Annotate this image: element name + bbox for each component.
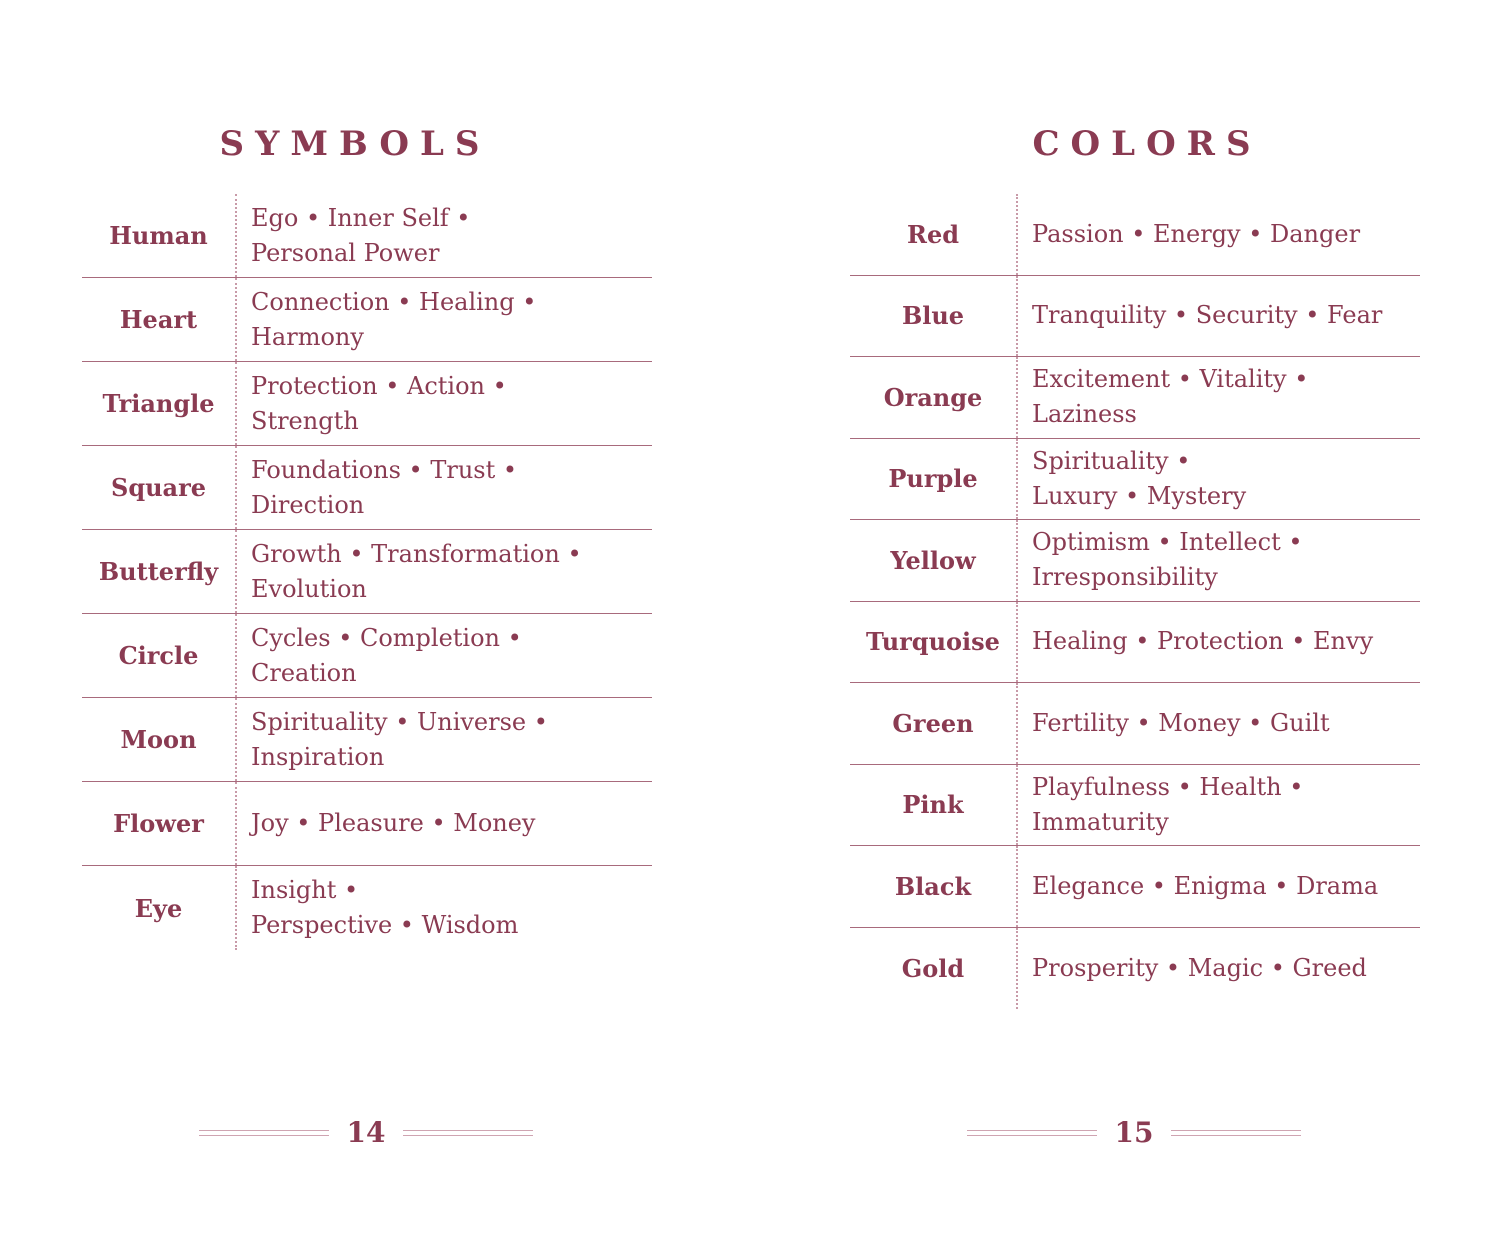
table-row: [850, 439, 1420, 521]
meaning-line: Spirituality • Universe •: [251, 707, 548, 736]
row-meanings: [1018, 357, 1420, 438]
row-meanings: [1018, 439, 1420, 520]
row-meanings: [237, 866, 652, 950]
table-row: [82, 782, 652, 866]
row-meanings: [1018, 765, 1420, 846]
table-row: [82, 530, 652, 614]
right-page: [850, 0, 1420, 1250]
row-meanings: [1018, 683, 1420, 764]
meaning-line: Laziness: [1032, 400, 1137, 429]
meaning-line: Irresponsibility: [1032, 563, 1218, 592]
row-term: Gold: [850, 928, 1018, 1010]
row-term: Human: [82, 194, 237, 277]
row-term: Circle: [82, 614, 237, 697]
meaning-line: Cycles • Completion •: [251, 623, 522, 652]
row-meanings: [237, 782, 652, 865]
meaning-line: Elegance • Enigma • Drama: [1032, 871, 1379, 900]
meaning-line: Excitement • Vitality •: [1032, 365, 1309, 394]
table-row: [850, 520, 1420, 602]
meaning-line: Protection • Action •: [251, 371, 507, 400]
table-row: [82, 614, 652, 698]
meaning-line: Playfulness • Health •: [1032, 772, 1304, 801]
meaning-line: Harmony: [251, 322, 364, 351]
table-row: [850, 846, 1420, 928]
row-meanings: [1018, 846, 1420, 927]
meaning-line: Fertility • Money • Guilt: [1032, 708, 1330, 737]
meaning-line: Strength: [251, 406, 359, 435]
row-term: Eye: [82, 866, 237, 950]
meaning-line: Passion • Energy • Danger: [1032, 219, 1361, 248]
row-meanings: [237, 194, 652, 277]
row-term: Black: [850, 846, 1018, 927]
meaning-line: Growth • Transformation •: [251, 539, 582, 568]
row-term: Heart: [82, 278, 237, 361]
meaning-line: Insight •: [251, 876, 359, 904]
meaning-line: Spirituality •: [1032, 446, 1191, 475]
meaning-line: Tranquility • Security • Fear: [1032, 301, 1383, 330]
table-row: [850, 276, 1420, 358]
row-term: Yellow: [850, 520, 1018, 601]
footer-rule-right: [403, 1129, 533, 1137]
row-term: Red: [850, 194, 1018, 275]
meaning-line: Prosperity • Magic • Greed: [1032, 953, 1367, 982]
row-term: Orange: [850, 357, 1018, 438]
table-row: [850, 928, 1420, 1010]
row-meanings: [1018, 928, 1420, 1010]
symbols-table: [82, 194, 652, 950]
row-term: Green: [850, 683, 1018, 764]
footer-rule-left: [199, 1129, 329, 1137]
meaning-line: Optimism • Intellect •: [1032, 528, 1303, 557]
row-meanings: [1018, 194, 1420, 275]
row-term: Moon: [82, 698, 237, 781]
row-meanings: [1018, 602, 1420, 683]
table-row: [82, 362, 652, 446]
row-meanings: [237, 362, 652, 445]
row-term: Turquoise: [850, 602, 1018, 683]
table-row: [82, 194, 652, 278]
row-term: Triangle: [82, 362, 237, 445]
meaning-line: Perspective • Wisdom: [251, 911, 519, 939]
table-row: [82, 278, 652, 362]
meaning-line: Foundations • Trust •: [251, 455, 518, 484]
row-term: Flower: [82, 782, 237, 865]
table-row: [850, 357, 1420, 439]
table-row: [850, 194, 1420, 276]
meaning-line: Healing • Protection • Envy: [1032, 627, 1374, 656]
meaning-line: Inspiration: [251, 742, 385, 771]
table-row: [82, 866, 652, 950]
footer-rule-right: [1171, 1129, 1301, 1137]
meaning-line: Immaturity: [1032, 807, 1169, 836]
page-number: 14: [346, 1116, 386, 1149]
table-row: [82, 698, 652, 782]
left-page: [82, 0, 652, 1250]
meaning-line: Joy • Pleasure • Money: [251, 809, 536, 837]
row-term: Butterfly: [82, 530, 237, 613]
row-meanings: [237, 698, 652, 781]
footer-rule-left: [967, 1129, 1097, 1137]
meaning-line: Ego • Inner Self •: [251, 203, 471, 232]
page-title: SYMBOLS: [219, 124, 491, 164]
table-row: [850, 602, 1420, 684]
row-meanings: [237, 446, 652, 529]
meaning-line: Connection • Healing •: [251, 287, 537, 316]
row-term: Purple: [850, 439, 1018, 520]
meaning-line: Evolution: [251, 574, 367, 603]
table-row: [850, 683, 1420, 765]
row-meanings: [237, 530, 652, 613]
meaning-line: Personal Power: [251, 238, 440, 267]
row-meanings: [1018, 520, 1420, 601]
row-term: Square: [82, 446, 237, 529]
row-term: Blue: [850, 276, 1018, 357]
meaning-line: Direction: [251, 490, 365, 519]
page-footer: [849, 1116, 1419, 1149]
meaning-line: Creation: [251, 658, 357, 687]
row-meanings: [1018, 276, 1420, 357]
row-term: Pink: [850, 765, 1018, 846]
page-number: 15: [1114, 1116, 1154, 1149]
table-row: [850, 765, 1420, 847]
page-footer: [81, 1116, 651, 1149]
row-meanings: [237, 278, 652, 361]
table-row: [82, 446, 652, 530]
page-title: COLORS: [1032, 124, 1262, 164]
meaning-line: Luxury • Mystery: [1032, 481, 1247, 510]
row-meanings: [237, 614, 652, 697]
colors-table: [850, 194, 1420, 1009]
